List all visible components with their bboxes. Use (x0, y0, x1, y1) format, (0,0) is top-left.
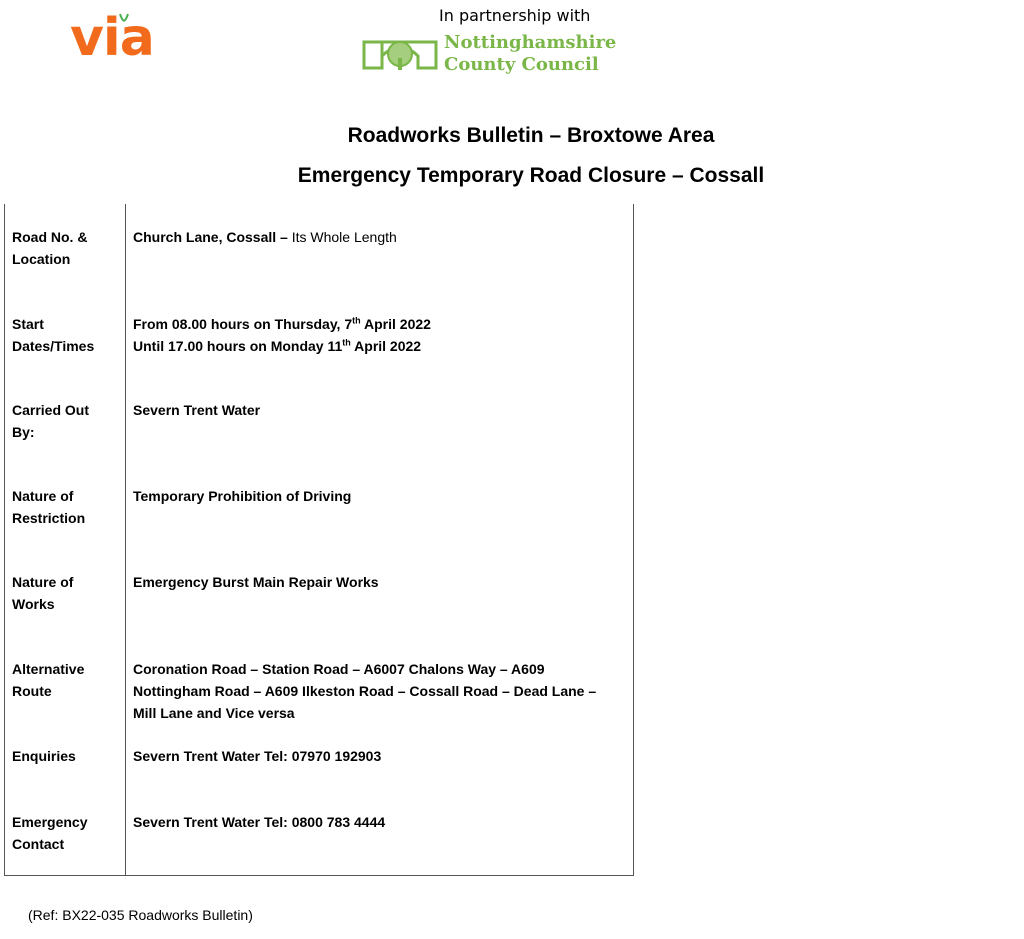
label-line: Contact (12, 836, 65, 852)
row-label (5, 291, 126, 377)
reference-note: (Ref: BX22-035 Roadworks Bulletin) (28, 907, 253, 923)
label-line: Restriction (12, 510, 86, 526)
closure-title: Emergency Temporary Road Closure – Cossall (297, 164, 765, 187)
leaf-icon (119, 12, 129, 22)
label-line: Start (12, 316, 44, 332)
row-value: Temporary Prohibition of Driving (126, 463, 634, 549)
row-label (5, 724, 126, 789)
table-row-emergency-contact (5, 789, 634, 875)
tree-emblem-icon (362, 36, 438, 74)
label-line: Location (12, 251, 71, 267)
table-row-restriction (5, 463, 634, 549)
label-line: By: (12, 424, 35, 440)
start-date (133, 313, 633, 335)
bulletin-title: Roadworks Bulletin – Broxtowe Area (347, 124, 715, 147)
label-line: Alternative (12, 661, 85, 677)
row-value: Emergency Burst Main Repair Works (126, 549, 634, 636)
row-label (5, 789, 126, 875)
route-line: Mill Lane and Vice versa (133, 705, 295, 721)
table-row-location (5, 204, 634, 291)
location-road: Church Lane, Cossall – (133, 229, 288, 245)
row-label (5, 549, 126, 636)
row-label (5, 636, 126, 724)
row-value (126, 204, 634, 291)
table-row-alternative-route (5, 636, 634, 724)
ordinal-suffix: th (342, 337, 351, 348)
row-value: Severn Trent Water (126, 377, 634, 463)
label-line: Nature of (12, 488, 74, 504)
end-text: Until 17.00 hours on Monday 11 (133, 338, 343, 354)
council-name (444, 32, 616, 76)
label-line: Emergency (12, 814, 88, 830)
label-line: Road No. & (12, 229, 88, 245)
end-text-end: April 2022 (350, 338, 422, 354)
row-value (126, 636, 634, 724)
council-name-line2: County Council (444, 54, 599, 75)
row-value (126, 291, 634, 377)
row-label (5, 377, 126, 463)
start-text: From 08.00 hours on Thursday, 7 (133, 316, 353, 332)
row-label (5, 463, 126, 549)
label-line: Nature of (12, 574, 74, 590)
table-row-enquiries (5, 724, 634, 789)
via-logo (70, 10, 170, 66)
label-line: Dates/Times (12, 338, 95, 354)
table-row-works (5, 549, 634, 636)
council-name-line1: Nottinghamshire (444, 32, 617, 53)
row-value: Severn Trent Water Tel: 07970 192903 (126, 724, 634, 789)
label-line: Enquiries (12, 748, 76, 764)
row-value: Severn Trent Water Tel: 0800 783 4444 (126, 789, 634, 875)
label-line: Works (12, 596, 55, 612)
roadworks-table (4, 204, 634, 876)
start-text-end: April 2022 (360, 316, 431, 332)
partnership-text: In partnership with (439, 6, 591, 25)
location-extent: Its Whole Length (287, 229, 397, 245)
council-logo (362, 30, 652, 82)
label-line: Carried Out (12, 402, 90, 418)
route-line: Coronation Road – Station Road – A6007 Chalons Way – A609 (133, 661, 545, 677)
table-row-dates (5, 291, 634, 377)
route-line: Nottingham Road – A609 Ilkeston Road – Cossall Road – Dead Lane – (133, 683, 597, 699)
end-date (133, 335, 633, 357)
table-row-carried-out (5, 377, 634, 463)
row-label (5, 204, 126, 291)
ordinal-suffix: th (352, 315, 361, 326)
label-line: Route (12, 683, 52, 699)
via-logo-text: via (70, 8, 154, 68)
